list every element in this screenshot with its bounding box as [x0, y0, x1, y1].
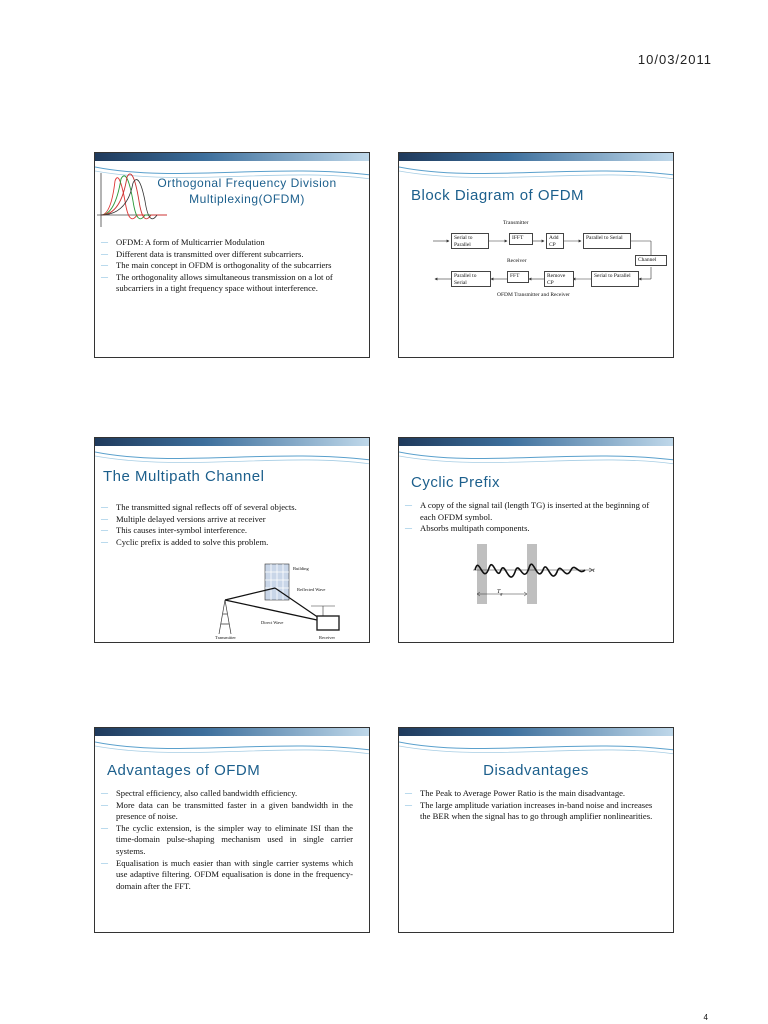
title-line-2: Multiplexing(OFDM) [189, 192, 305, 206]
transmitter-label: Transmitter [503, 220, 529, 226]
rx-serial-to-parallel-block: Serial to Parallel [591, 271, 639, 287]
transmitter-label: Transmitter [215, 635, 236, 640]
bullet-item: — Spectral efficiency, also called bandwidth efficiency. [109, 788, 353, 800]
slide-swoosh [95, 736, 370, 764]
cyclic-prefix-figure [471, 542, 601, 610]
slide-block-diagram [398, 152, 674, 358]
slide-title: The Multipath Channel [103, 468, 265, 485]
block-diagram [399, 153, 674, 358]
add-cp-block: Add CP [546, 233, 564, 249]
slide-ofdm-intro [94, 152, 370, 358]
slide-title: Cyclic Prefix [411, 474, 501, 491]
bullet-item: — Absorbs multipath components. [413, 523, 659, 535]
slide-swoosh [399, 446, 674, 474]
bullet-item: — Cyclic prefix is added to solve this problem. [109, 537, 355, 549]
slide-disadvantages [398, 727, 674, 933]
ifft-block: IFFT [509, 233, 533, 245]
bullet-item: — The Peak to Average Power Ratio is the main disadvantage. [413, 788, 653, 800]
bullet-item: — The cyclic extension, is the simpler way to eliminate ISI than the time-domain pulse-shaping mechanism used in single carrier systems. [109, 823, 353, 858]
slide-header-band [95, 438, 369, 446]
slide-header-band [399, 438, 673, 446]
slide-header-band [399, 728, 673, 736]
bullet-list [413, 788, 653, 823]
serial-to-parallel-block: Serial to Parallel [451, 233, 489, 249]
bullet-item: — Equalisation is much easier than with single carrier systems which use adaptive filtering. OFDM equalisation is done in the frequency-domain after the FFT. [109, 858, 353, 893]
slide-cyclic-prefix [398, 437, 674, 643]
channel-block: Channel [635, 255, 667, 266]
bullet-item: — Different data is transmitted over different subcarriers. [109, 249, 359, 261]
date-label: 10/03/2011 [637, 52, 712, 67]
bullet-list [109, 502, 355, 548]
parallel-to-serial-block: Parallel to Serial [583, 233, 631, 249]
bullet-item: — The main concept in OFDM is orthogonality of the subcarriers [109, 260, 359, 272]
rx-parallel-to-serial-block: Parallel to Serial [451, 271, 491, 287]
bullet-list [109, 788, 353, 892]
guard-interval-label [497, 589, 502, 596]
page-number: 4 [703, 1013, 708, 1022]
multipath-figure [215, 560, 355, 642]
slide-swoosh [399, 736, 674, 764]
bullet-item: — More data can be transmitted faster in a given bandwidth in the presence of noise. [109, 800, 353, 823]
title-line-1: Orthogonal Frequency Division [157, 176, 337, 190]
slide-title [145, 175, 349, 207]
building-label: Building [293, 566, 309, 571]
direct-wave-label: Direct Wave [261, 620, 284, 625]
bullet-item: — This causes inter-symbol interference. [109, 525, 355, 537]
bullet-list [413, 500, 659, 535]
remove-cp-block: Remove CP [544, 271, 574, 287]
bullet-item: — The transmitted signal reflects off of several objects. [109, 502, 355, 514]
bullet-item: — OFDM: A form of Multicarrier Modulation [109, 237, 359, 249]
diagram-caption: OFDM Transmitter and Receiver [497, 292, 570, 298]
receiver-label: Receiver [319, 635, 335, 640]
slide-advantages [94, 727, 370, 933]
slide-multipath-channel [94, 437, 370, 643]
slide-header-band [95, 728, 369, 736]
bullet-item: — A copy of the signal tail (length TG) is inserted at the beginning of each OFDM symbol. [413, 500, 659, 523]
bullet-item: — The orthogonality allows simultaneous transmission on a lot of subcarriers in a tight frequency space without interference. [109, 272, 359, 295]
fft-block: FFT [507, 271, 529, 283]
slide-title: Advantages of OFDM [107, 762, 261, 779]
bullet-list [109, 237, 359, 295]
slide-title: Disadvantages [483, 762, 589, 779]
tg-subscript: g [500, 591, 503, 597]
bullet-item: — The large amplitude variation increases in-band noise and increases the BER when the signal has to go through amplifier nonlinearities. [413, 800, 653, 823]
slide-header-band [95, 153, 369, 161]
bullet-item: — Multiple delayed versions arrive at receiver [109, 514, 355, 526]
receiver-label: Receiver [507, 258, 527, 264]
time-axis-label: t [593, 568, 595, 574]
reflected-wave-label: Reflected Wave [297, 587, 326, 592]
slide-title: Block Diagram of OFDM [411, 187, 585, 204]
tg-label: T [497, 589, 501, 595]
